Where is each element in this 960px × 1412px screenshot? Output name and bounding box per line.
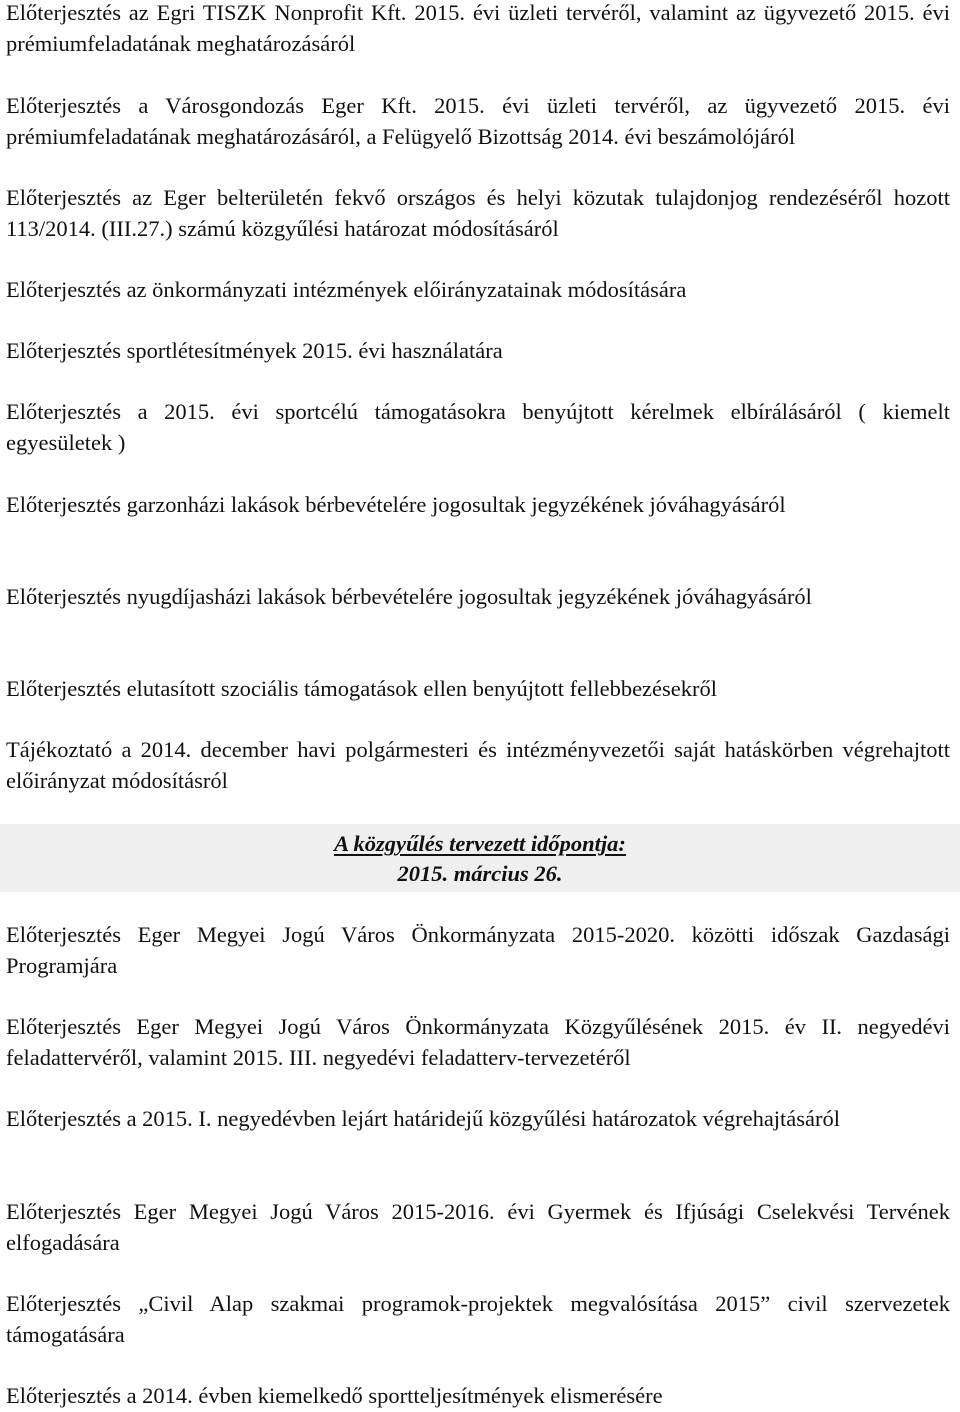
banner-title: A közgyűlés tervezett időpontja: bbox=[334, 831, 626, 856]
agenda-item: Előterjesztés a 2014. évben kiemelkedő sportteljesítmények elismerésére bbox=[6, 1383, 663, 1408]
agenda-item: Előterjesztés Eger Megyei Jogú Város 2015-2016. évi Gyermek és Ifjúsági Cselekvési Tervének elfogadására bbox=[6, 1199, 950, 1255]
banner-date: 2015. március 26. bbox=[397, 861, 563, 886]
agenda-item: Előterjesztés az Eger belterületén fekvő országos és helyi közutak tulajdonjog rendezéséről hozott 113/2014. (III.27.) számú közgyűlési határozat módosításáról bbox=[6, 185, 950, 241]
agenda-item: Előterjesztés garzonházi lakások bérbevételére jogosultak jegyzékének jóváhagyásáról bbox=[6, 492, 786, 517]
agenda-item: Előterjesztés „Civil Alap szakmai programok-projektek megvalósítása 2015” civil szervezetek támogatására bbox=[6, 1291, 950, 1347]
agenda-item: Előterjesztés a Városgondozás Eger Kft. 2015. évi üzleti tervéről, az ügyvezető 2015. évi prémiumfeladatának meghatározásáról, a Felügyelő Bizottság 2014. évi beszámolójáról bbox=[6, 93, 950, 149]
agenda-item: Előterjesztés Eger Megyei Jogú Város Önkormányzata 2015-2020. közötti időszak Gazdasági Programjára bbox=[6, 922, 950, 978]
agenda-item: Előterjesztés Eger Megyei Jogú Város Önkormányzata Közgyűlésének 2015. év II. negyedévi feladattervéről, valamint 2015. III. negyedévi feladatterv-tervezetéről bbox=[6, 1014, 950, 1070]
agenda-item: Előterjesztés a 2015. I. negyedévben lejárt határidejű közgyűlési határozatok végrehajtásáról bbox=[6, 1106, 841, 1131]
agenda-item: Előterjesztés a 2015. évi sportcélú támogatásokra benyújtott kérelmek elbírálásáról ( kiemelt egyesületek ) bbox=[6, 399, 950, 455]
agenda-item: Tájékoztató a 2014. december havi polgármesteri és intézményvezetői saját hatáskörben végrehajtott előirányzat módosításról bbox=[6, 737, 950, 793]
agenda-item: Előterjesztés sportlétesítmények 2015. évi használatára bbox=[6, 338, 503, 363]
agenda-item: Előterjesztés az önkormányzati intézmények előirányzatainak módosítására bbox=[6, 277, 687, 302]
meeting-date-banner bbox=[0, 824, 960, 892]
agenda-item: Előterjesztés az Egri TISZK Nonprofit Kft. 2015. évi üzleti tervéről, valamint az ügyvezető 2015. évi prémiumfeladatának meghatározásáról bbox=[6, 0, 950, 56]
agenda-item: Előterjesztés nyugdíjasházi lakások bérbevételére jogosultak jegyzékének jóváhagyásáról bbox=[6, 584, 812, 609]
agenda-item: Előterjesztés elutasított szociális támogatások ellen benyújtott fellebbezésekről bbox=[6, 676, 718, 701]
